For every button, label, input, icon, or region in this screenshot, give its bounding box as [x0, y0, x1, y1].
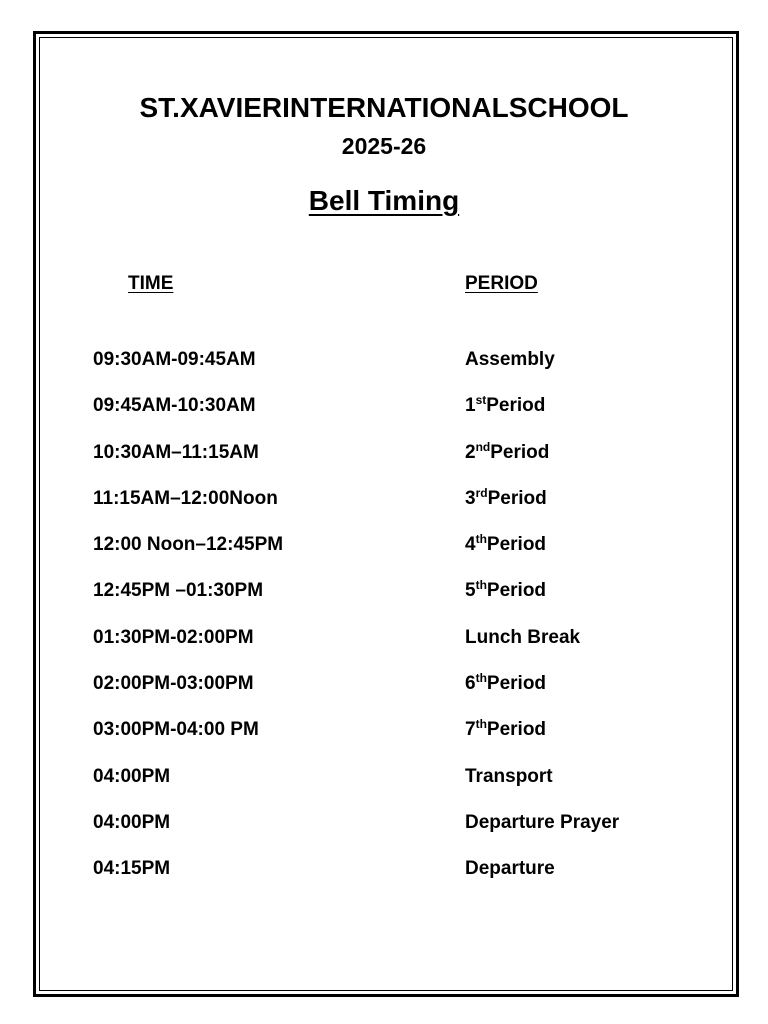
row-period: Lunch Break	[465, 626, 581, 648]
row-time: 04:00PM	[93, 811, 171, 833]
document-title	[0, 185, 768, 217]
row-period: Departure Prayer	[465, 811, 620, 833]
row-period: 5thPeriod	[465, 578, 547, 602]
row-time: 01:30PM-02:00PM	[93, 626, 254, 648]
row-period: Assembly	[465, 349, 555, 370]
schedule-row	[93, 534, 693, 580]
row-period: 7thPeriod	[465, 717, 547, 741]
document-title-text: Bell Timing	[308, 185, 460, 216]
row-time: 11:15AM–12:00Noon	[93, 487, 278, 509]
row-period: Departure	[465, 858, 555, 880]
row-time: 04:15PM	[93, 858, 171, 880]
schedule-row	[93, 485, 693, 534]
academic-year: 2025-26	[341, 133, 427, 159]
time-column-header: TIME	[128, 273, 174, 294]
row-period: 4thPeriod	[465, 532, 547, 556]
row-time: 09:45AM-10:30AM	[93, 395, 256, 417]
row-period: 1stPeriod	[465, 393, 546, 417]
period-column-header: PERIOD	[465, 273, 538, 294]
schedule-row	[93, 439, 693, 488]
schedule-row	[93, 766, 693, 812]
schedule-row	[93, 580, 693, 626]
schedule-row	[93, 673, 693, 719]
row-time: 12:45PM –01:30PM	[93, 580, 264, 602]
row-time: 03:00PM-04:00 PM	[93, 719, 259, 741]
schedule-row	[93, 812, 693, 858]
schedule-row	[93, 627, 693, 673]
schedule-row	[93, 858, 693, 904]
schedule-row	[93, 395, 693, 441]
schedule-row	[93, 349, 693, 395]
row-time: 09:30AM-09:45AM	[93, 349, 256, 370]
row-period: Transport	[465, 765, 553, 787]
row-time: 10:30AM–11:15AM	[93, 441, 259, 463]
row-time: 02:00PM-03:00PM	[93, 673, 254, 695]
school-name: ST.XAVIERINTERNATIONALSCHOOL	[139, 92, 629, 123]
schedule-list	[93, 349, 693, 905]
schedule-row	[93, 719, 693, 765]
row-time: 04:00PM	[93, 765, 171, 787]
row-period: 6thPeriod	[465, 671, 547, 695]
row-period: 3rdPeriod	[465, 485, 547, 509]
row-period: 2ndPeriod	[465, 439, 550, 463]
row-time: 12:00 Noon–12:45PM	[93, 534, 284, 556]
